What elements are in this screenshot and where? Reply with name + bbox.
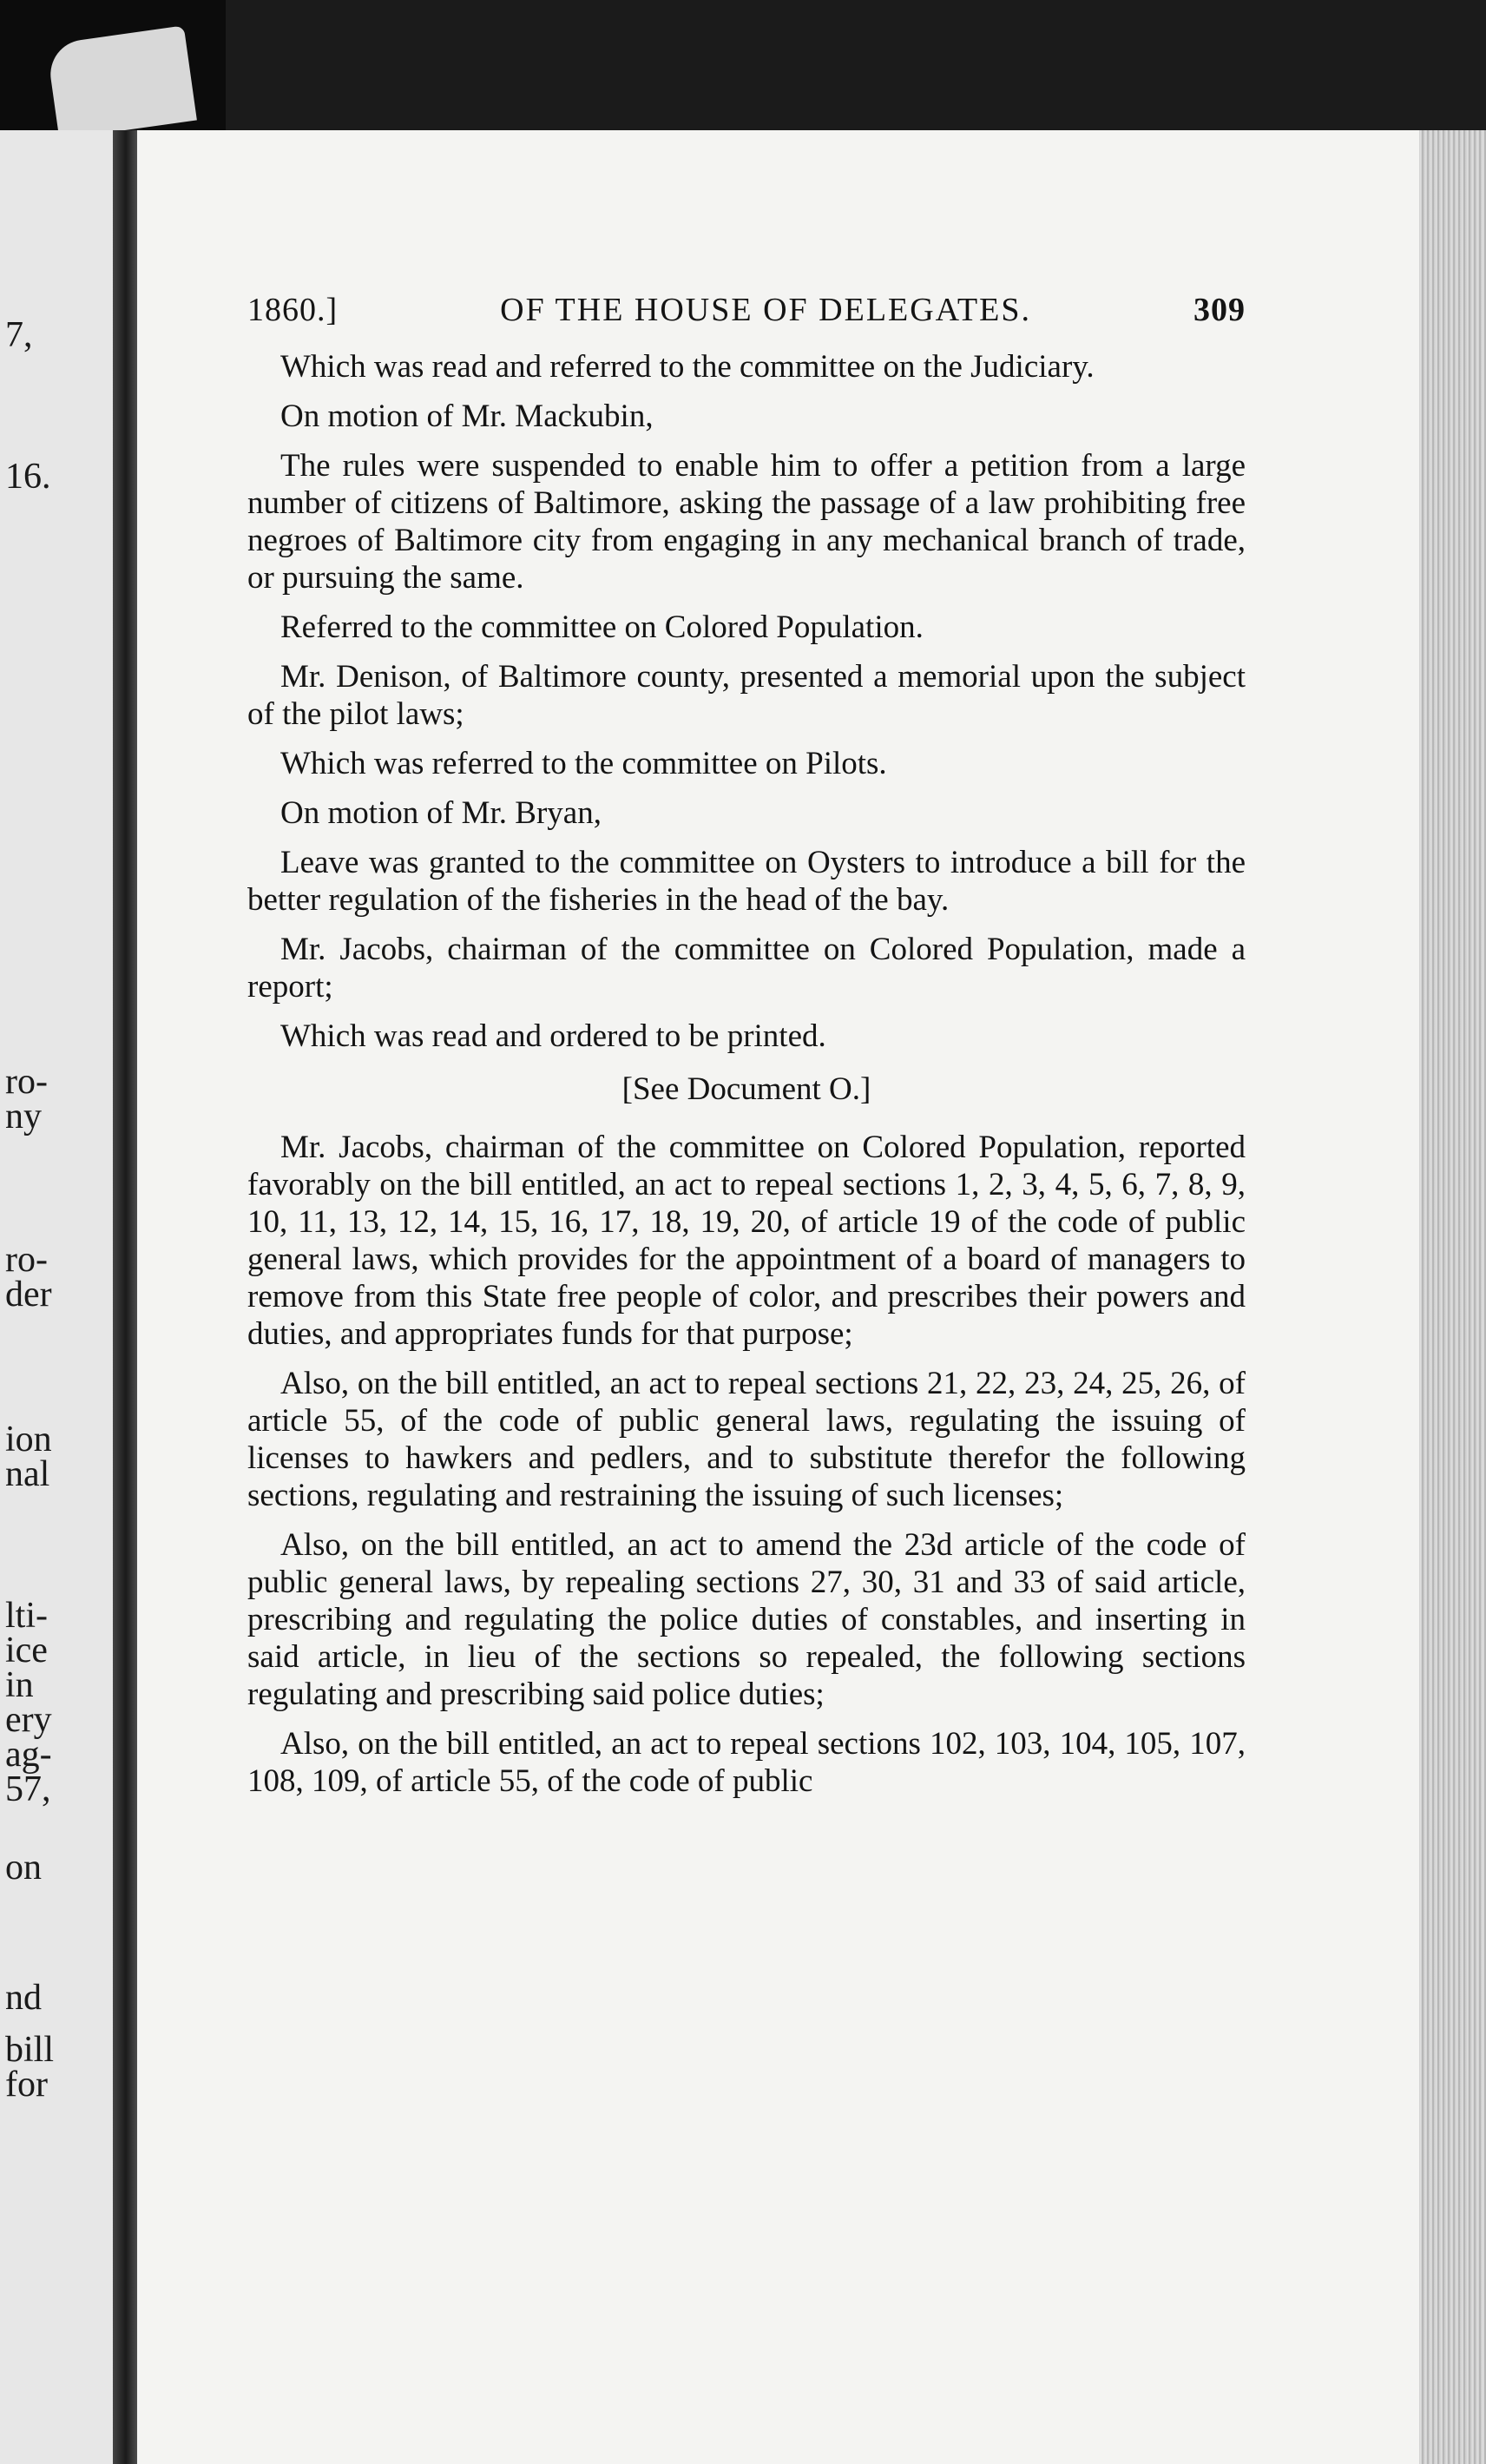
paragraph: The rules were suspended to enable him to offer a petition from a large number of citizens of Baltimore, asking the passage of a law prohibiting free negroes of Baltimore city from engaging in any mechanical branch of trade, or pursuing the same. [247,448,1246,596]
paragraph: Also, on the bill entitled, an act to repeal sections 102, 103, 104, 105, 107, 108, 109, of article 55, of the code of public [247,1726,1246,1799]
page-number: 309 [1193,292,1246,328]
margin-fragment: bill [5,2030,55,2070]
margin-fragment: 7, [5,315,33,355]
margin-fragment: 16. [5,457,51,497]
margin-fragment: on [5,1848,42,1888]
previous-page-margin [0,130,55,2464]
margin-fragment: ro- [5,1240,48,1280]
margin-fragment: ion [5,1420,52,1459]
margin-fragment: ery [5,1700,52,1740]
margin-fragment: nd [5,1978,42,2018]
paragraph: Which was referred to the committee on Pilots. [280,746,887,781]
paragraph: On motion of Mr. Mackubin, [280,399,654,434]
paragraph: Mr. Denison, of Baltimore county, presented a memorial upon the subject of the pilot laws; [247,659,1246,732]
paragraph: Which was read and ordered to be printed. [280,1018,826,1054]
paragraph: Referred to the committee on Colored Population. [280,609,924,645]
paragraph: Also, on the bill entitled, an act to amend the 23d article of the code of public general laws, by repealing sections 27, 30, 31 and 33 of said article, prescribing and regulating the police duties of constables, and inserting in said article, in lieu of the sections so repealed, the following sections regulating and prescribing said police duties; [247,1527,1246,1712]
previous-page-edge [0,130,122,2464]
header-year: 1860.] [247,292,339,328]
page-content [247,291,1246,1812]
paragraph: Leave was granted to the committee on Oysters to introduce a bill for the better regulation of the fisheries in the head of the bay. [247,845,1246,918]
document-reference: [See Document O.] [621,1071,871,1107]
margin-fragment: ag- [5,1735,52,1775]
paragraph: Mr. Jacobs, chairman of the committee on Colored Population, made a report; [247,932,1246,1005]
margin-fragment: ro- [5,1062,48,1102]
page-edges [1419,130,1486,2464]
margin-fragment: for [5,2065,48,2105]
paragraph: On motion of Mr. Bryan, [280,795,602,831]
margin-fragment: in [5,1665,34,1705]
margin-fragment: nal [5,1454,50,1494]
margin-fragment: der [5,1275,52,1314]
book-gutter [113,130,139,2464]
paragraph: Mr. Jacobs, chairman of the committee on Colored Population, reported favorably on the bill entitled, an act to repeal sections 1, 2, 3, 4, 5, 6, 7, 8, 9, 10, 11, 13, 12, 14, 15, 16, 17, 18, 19, 20, of article 19 of the code of public general laws, which provides for the appointment of a board of managers to remove from this State free people of color, and prescribes their powers and duties, and appropriates funds for that purpose; [247,1130,1246,1352]
margin-fragment: lti- [5,1596,48,1636]
bookmark-ribbon [46,25,197,139]
paragraph: Which was read and referred to the committee on the Judiciary. [280,349,1095,385]
margin-fragment: ny [5,1097,42,1136]
margin-fragment: ice [5,1631,48,1670]
running-header [247,291,1246,329]
margin-fragment: 57, [5,1769,51,1809]
paragraph: Also, on the bill entitled, an act to repeal sections 21, 22, 23, 24, 25, 26, of article 55, of the code of public general laws, regulating the issuing of licenses to hawkers and pedlers, and to substitute therefor the following sections, regulating and restraining the issuing of such licenses; [247,1366,1246,1513]
scan-background [0,0,226,130]
header-title: OF THE HOUSE OF DELEGATES. [500,292,1031,328]
